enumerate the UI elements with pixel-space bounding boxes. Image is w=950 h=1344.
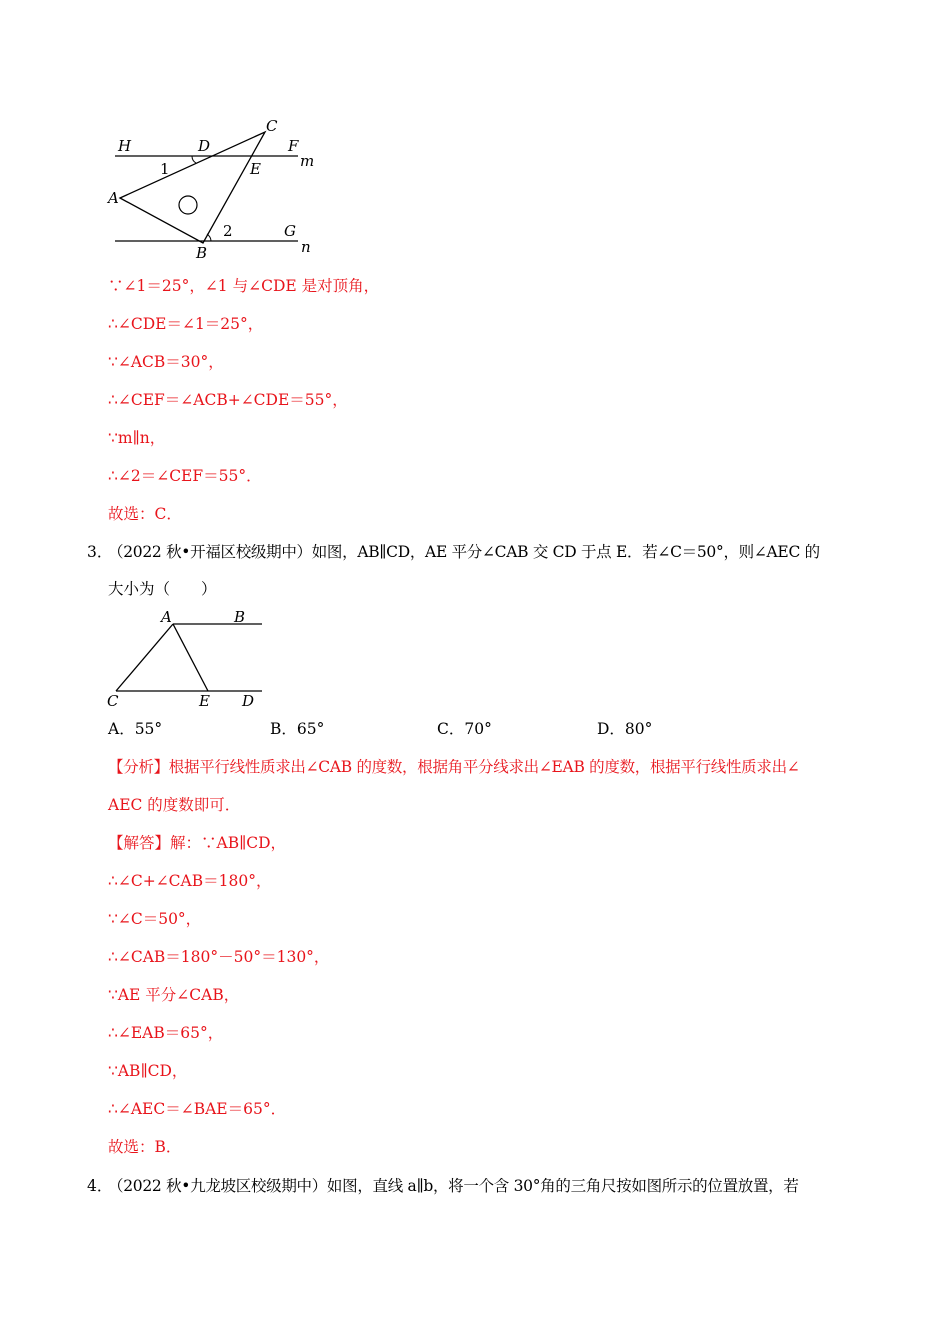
label-m: m xyxy=(300,152,315,170)
label-A: A xyxy=(108,189,119,207)
solution2-answer: 故选：C． xyxy=(108,505,182,523)
label-1: 1 xyxy=(160,160,170,178)
solution2-line-5: ∵m∥n， xyxy=(108,429,166,447)
q3-label-D: D xyxy=(242,692,255,708)
q3-stem-line-2: 大小为（ ） xyxy=(108,580,217,598)
triangle-ACB xyxy=(120,132,265,243)
triangle-hole xyxy=(179,196,197,214)
angle-1-arc xyxy=(192,156,196,163)
q4-stem-line-1: （2022 秋•九龙坡区校级期中）如图，直线 a∥b，将一个含 30°角的三角尺按如图所示的位置放置，若 xyxy=(108,1177,799,1195)
q3-number: 3． xyxy=(87,543,113,561)
segment-AE xyxy=(173,624,208,691)
q3-solution-line-5: ∵AE 平分∠CAB， xyxy=(108,986,240,1004)
q3-label-B: B xyxy=(234,608,246,626)
figure-triangle-parallel-lines xyxy=(100,112,320,262)
q3-solution-line-6: ∴∠EAB＝65°， xyxy=(108,1024,224,1042)
q3-solution-line-2: ∴∠C+∠CAB＝180°， xyxy=(108,872,272,890)
q3-analysis-line-1: 【分析】根据平行线性质求出∠CAB 的度数，根据角平分线求出∠EAB 的度数，根据平行线性质求出∠ xyxy=(108,758,800,776)
q3-solution-line-3: ∵∠C＝50°， xyxy=(108,910,202,928)
solution2-line-4: ∴∠CEF＝∠ACB+∠CDE＝55°， xyxy=(108,391,348,409)
q3-label-E: E xyxy=(199,692,210,708)
q3-stem-line-1: （2022 秋•开福区校级期中）如图，AB∥CD，AE 平分∠CAB 交 CD 于点 E．若∠C＝50°，则∠AEC 的 xyxy=(108,543,820,561)
q3-solution-line-4: ∴∠CAB＝180°－50°＝130°， xyxy=(108,948,330,966)
label-2: 2 xyxy=(223,222,233,240)
label-C: C xyxy=(266,117,278,135)
q4-number: 4． xyxy=(87,1177,113,1195)
q3-analysis-line-2: AEC 的度数即可． xyxy=(108,796,241,814)
label-H: H xyxy=(118,137,132,155)
label-E: E xyxy=(250,160,261,178)
angle-2-arc xyxy=(207,234,211,241)
q3-option-b[interactable]: B．65° xyxy=(270,720,325,738)
label-F: F xyxy=(288,137,299,155)
solution2-line-6: ∴∠2＝∠CEF＝55°． xyxy=(108,467,262,485)
q3-solution-answer: 故选：B． xyxy=(108,1138,182,1156)
q3-label-A: A xyxy=(161,608,172,626)
label-G: G xyxy=(284,222,296,240)
q3-label-C: C xyxy=(107,692,119,708)
q3-option-d[interactable]: D．80° xyxy=(597,720,653,738)
q3-solution-line-8: ∴∠AEC＝∠BAE＝65°． xyxy=(108,1100,287,1118)
label-B: B xyxy=(196,244,208,262)
label-D: D xyxy=(198,137,211,155)
segment-AC xyxy=(116,624,173,691)
q3-solution-line-7: ∵AB∥CD， xyxy=(108,1062,188,1080)
solution2-line-2: ∴∠CDE＝∠1＝25°， xyxy=(108,315,264,333)
label-n: n xyxy=(301,238,311,256)
solution2-line-1: ∵∠1＝25°，∠1 与∠CDE 是对顶角， xyxy=(108,277,380,295)
solution2-line-3: ∵∠ACB＝30°， xyxy=(108,353,224,371)
q3-option-c[interactable]: C．70° xyxy=(437,720,492,738)
q3-solution-line-1: 【解答】解：∵AB∥CD， xyxy=(108,834,287,852)
q3-option-a[interactable]: A．55° xyxy=(108,720,163,738)
figure-q3-parallel-lines xyxy=(100,608,270,708)
